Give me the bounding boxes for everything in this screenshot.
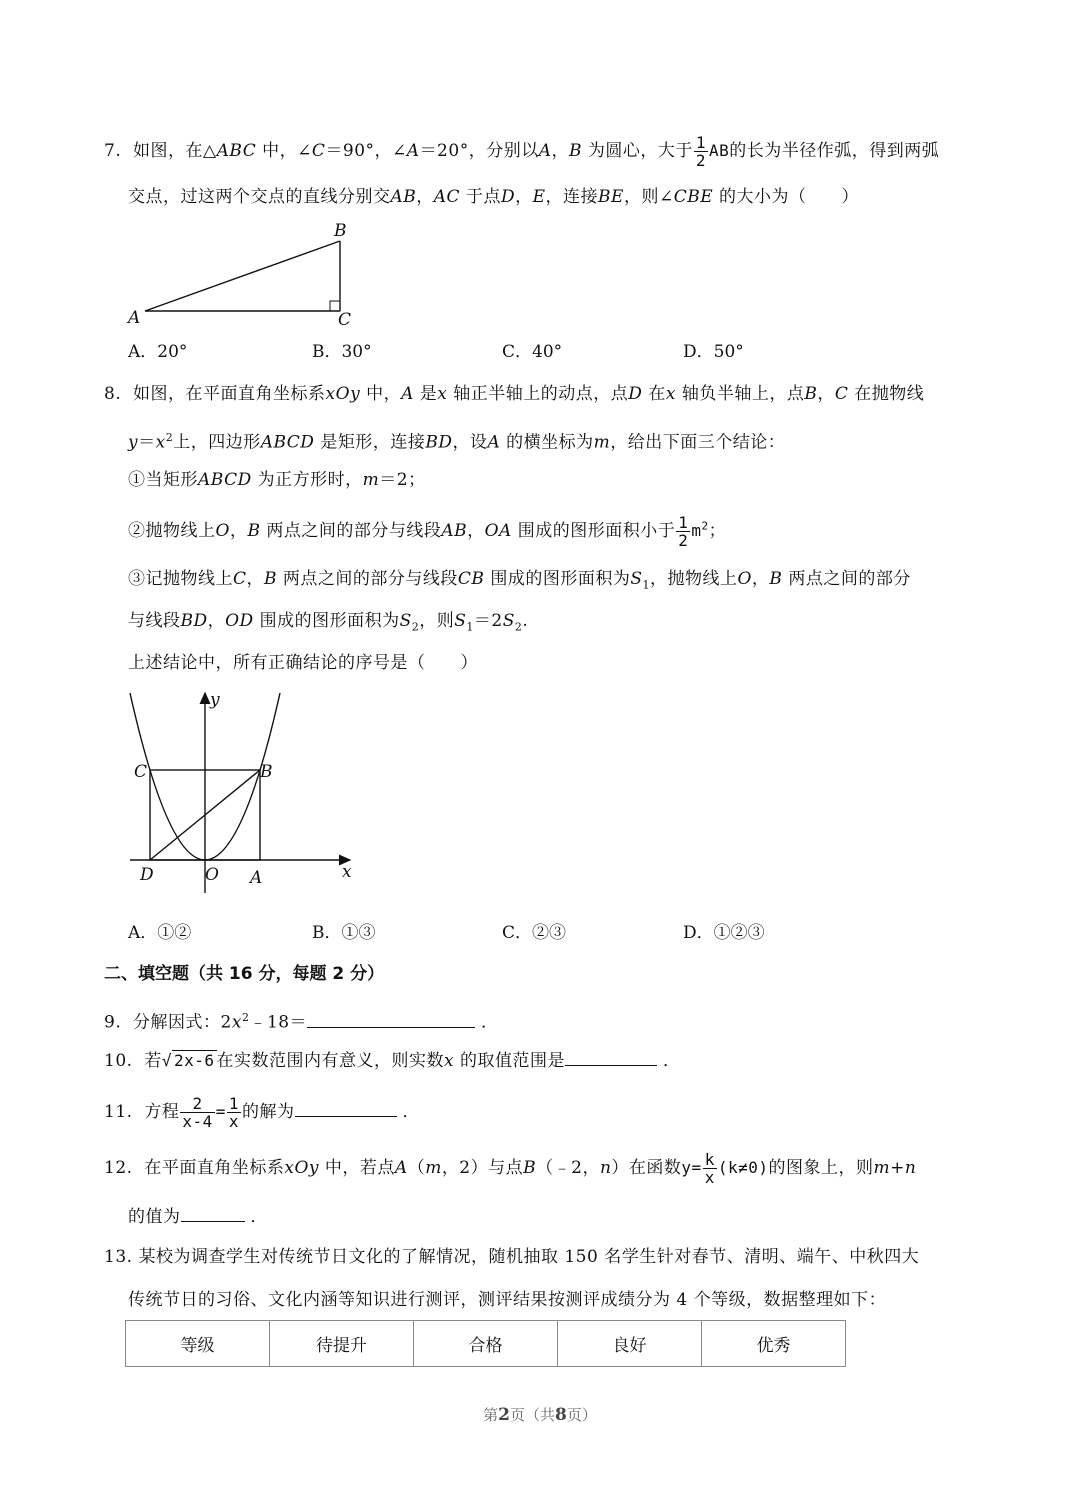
- q8-option-d: D．①②③: [683, 923, 765, 943]
- page-footer: 第2页（共8页）: [483, 1405, 597, 1425]
- fraction-2-over-x-4: $\frac{2}{x-4}$: [182, 1094, 213, 1131]
- label-c: C: [338, 310, 352, 330]
- q7-line2: 交点，过这两个交点的直线分别交AB，AC 于点D，E，连接BE，则∠CBE 的大小为（ ）: [128, 187, 860, 207]
- q8-line2: $y=x^2$上，四边形ABCD 是矩形，连接BD，设A 的横坐标为m，给出下面三个结论：: [128, 431, 786, 453]
- grade-table: [125, 1320, 846, 1367]
- label-b: B: [334, 221, 347, 241]
- q12-answer-blank[interactable]: [181, 1205, 245, 1222]
- fraction-k-over-x: $\frac{k}{x}$: [704, 1150, 715, 1187]
- q11: 11. 方程 $\frac{2}{x-4}$ = $\frac{1}{x}$ 的解为 ．: [104, 1094, 420, 1131]
- q13-line2: 传统节日的习俗、文化内涵等知识进行测评，测评结果按测评成绩分为 4 个等级，数据整理如下：: [128, 1290, 887, 1310]
- table-row: [126, 1321, 846, 1367]
- q8-option-c: C．②③: [502, 923, 567, 943]
- section-fill-in-title: 二、填空题（共 16 分，每题 2 分）: [104, 964, 385, 984]
- label-a: A: [128, 308, 141, 328]
- q12-line2: 的值为 ．: [128, 1207, 268, 1227]
- table-header-cell: 等级: [126, 1321, 270, 1367]
- q8-parabola-figure: [120, 685, 370, 900]
- table-header-cell: 优秀: [702, 1321, 846, 1367]
- q8-option-a: A．①②: [128, 923, 192, 943]
- q8-conclusion-3: ③记抛物线上C，B 两点之间的部分与线段CB 围成的图形面积为$S_1$，抛物线上O，B 两点之间的部分: [128, 569, 911, 592]
- sqrt-expression: √ 2x-6: [161, 1051, 215, 1070]
- table-header-cell: 良好: [558, 1321, 702, 1367]
- label-x: x: [342, 862, 352, 882]
- q7-triangle-figure: [120, 215, 370, 333]
- label-b: B: [260, 762, 273, 782]
- q7-line1: 7. 如图，在△ABC 中，∠C＝90°，∠A＝20°，分别以A，B 为圆心，大于 $\frac{1}{2}$ AB的长为半径作弧，得到两弧: [104, 133, 940, 170]
- q9: 9. 分解因式：$2x^2﹣18=$ ．: [104, 1011, 499, 1033]
- q8-question: 上述结论中，所有正确结论的序号是（ ）: [128, 653, 478, 673]
- q12-line1: 12. 在平面直角坐标系xOy 中，若点A（m，2）与点B（﹣2，n）在函数y= $\frac{k}{x}$ (k≠0)的图象上，则m+n: [104, 1150, 917, 1187]
- q7-option-a: A．20°: [128, 342, 188, 362]
- q8-conclusion-1: ①当矩形ABCD 为正方形时，m＝2；: [128, 470, 426, 490]
- q8-conclusion-3-cont: 与线段BD，OD 围成的图形面积为$S_2$，则$S_1=2S_2$.: [128, 611, 529, 634]
- q10-answer-blank[interactable]: [565, 1049, 657, 1066]
- fraction-half-m2: $\frac{1}{2}$: [678, 513, 689, 550]
- label-a: A: [250, 868, 263, 888]
- q8-line1: 8. 如图，在平面直角坐标系xOy 中，A 是x 轴正半轴上的动点，点D 在x 轴负半轴上，点B，C 在抛物线: [104, 384, 925, 404]
- q13-line1: 13. 某校为调查学生对传统节日文化的了解情况，随机抽取 150 名学生针对春节、清明、端午、中秋四大: [104, 1247, 920, 1267]
- label-c: C: [134, 762, 148, 782]
- label-d: D: [140, 865, 154, 885]
- fraction-1-over-x: $\frac{1}{x}$: [228, 1094, 240, 1131]
- label-o: O: [205, 865, 219, 885]
- q9-answer-blank[interactable]: [307, 1011, 475, 1028]
- side-ab: [145, 241, 340, 311]
- label-y: y: [210, 690, 220, 710]
- fraction-half: $\frac{1}{2}$: [695, 133, 707, 170]
- table-header-cell: 合格: [414, 1321, 558, 1367]
- q8-conclusion-2: ②抛物线上O，B 两点之间的部分与线段AB，OA 围成的图形面积小于 $\frac{1}{2}$ $m^2$；: [128, 513, 727, 550]
- q7-option-b: B．30°: [312, 342, 372, 362]
- q7-option-c: C．40°: [502, 342, 563, 362]
- q8-option-b: B．①③: [312, 923, 376, 943]
- q10: 10. 若√ 2x-6 在实数范围内有意义，则实数x 的取值范围是 ．: [104, 1051, 681, 1071]
- q7-option-d: D．50°: [683, 342, 744, 362]
- q11-answer-blank[interactable]: [295, 1100, 397, 1117]
- table-header-cell: 待提升: [270, 1321, 414, 1367]
